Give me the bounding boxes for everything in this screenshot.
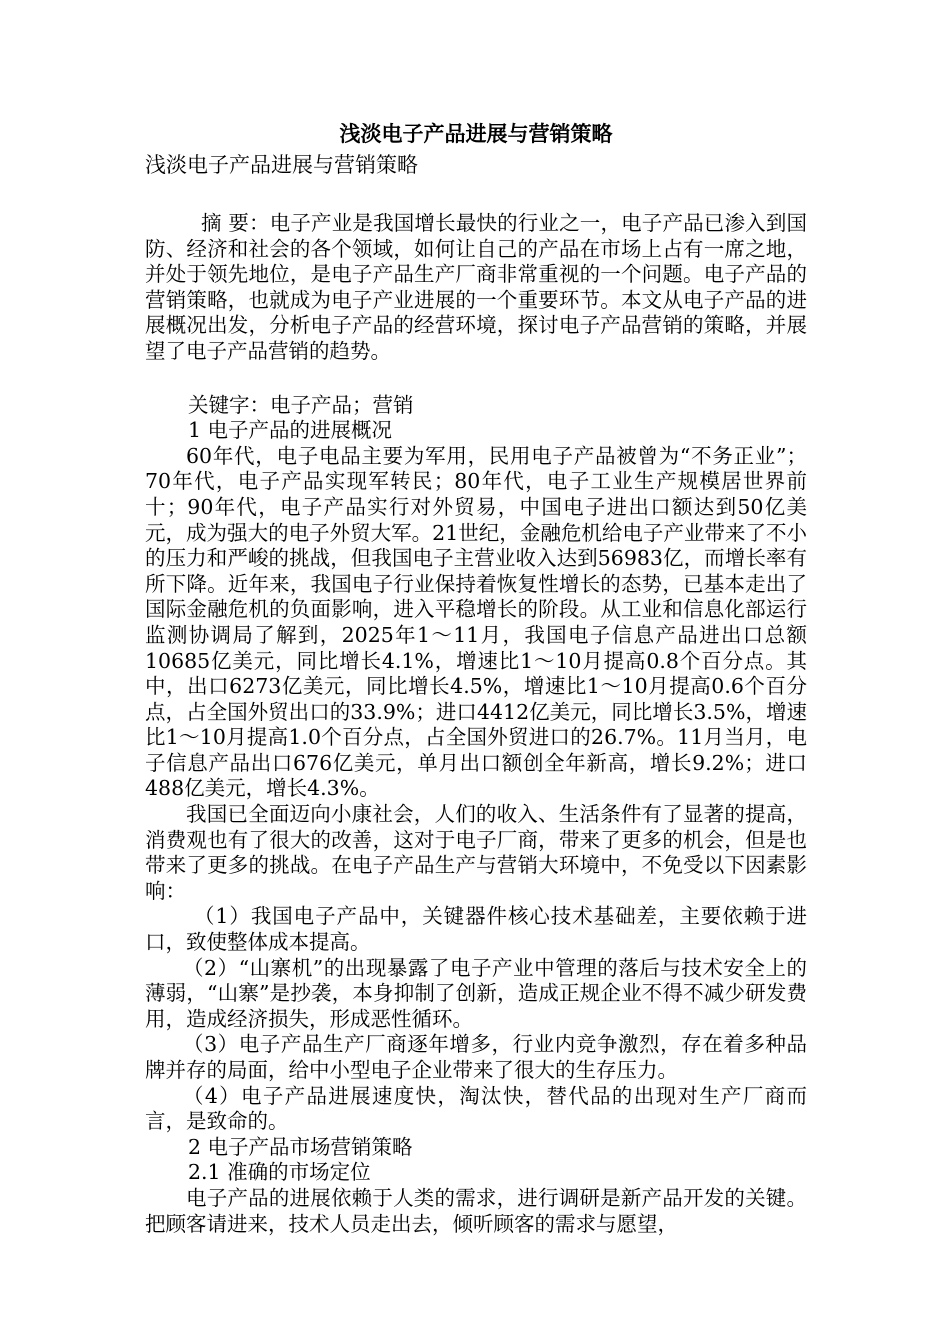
blank-line	[145, 180, 807, 211]
document-page	[145, 118, 807, 1237]
section-2-1-paragraph-1: 电子产品的进展依赖于人类的需求，进行调研是新产品开发的关键。把顾客请进来，技术人员走出去，倾听顾客的需求与愿望，	[145, 1185, 807, 1236]
factor-item-2: （2）“山寨机”的出现暴露了电子产业中管理的落后与技术安全上的薄弱，“山寨”是抄袭，本身抑制了创新，造成正规企业不得不减少研发费用，造成经济损失，形成恶性循环。	[145, 955, 807, 1031]
blank-line	[145, 365, 807, 393]
abstract-paragraph: 摘 要：电子产业是我国增长最快的行业之一，电子产品已渗入到国防、经济和社会的各个领域，如何让自己的产品在市场上占有一席之地，并处于领先地位，是电子产品生产厂商非常重视的一个问题。电子产品的营销策略，也就成为电子产业进展的一个重要环节。本文从电子产品的进展概况出发，分析电子产品的经营环境，探讨电子产品营销的策略，并展望了电子产品营销的趋势。	[145, 211, 807, 363]
document-subtitle: 浅淡电子产品进展与营销策略	[145, 153, 418, 177]
section-2-1-heading: 2.1 准确的市场定位	[188, 1160, 371, 1185]
factor-item-3: （3）电子产品生产厂商逐年增多，行业内竞争激烈，存在着多种品牌并存的局面，给中小型电子企业带来了很大的生存压力。	[145, 1032, 807, 1082]
section-1-paragraph-2: 我国已全面迈向小康社会，人们的收入、生活条件有了显著的提高，消费观也有了很大的改善，这对于电子厂商，带来了更多的机会，但是也带来了更多的挑战。在电子产品生产与营销大环境中，不免受以下因素影响：	[145, 802, 807, 903]
section-2-heading: 2 电子产品市场营销策略	[188, 1134, 413, 1159]
document-title: 浅淡电子产品进展与营销策略	[339, 121, 613, 146]
factor-item-4: （4）电子产品进展速度快，淘汰快，替代品的出现对生产厂商而言，是致命的。	[145, 1083, 807, 1134]
keywords-line: 关键字：电子产品；营销	[188, 392, 414, 417]
section-1-paragraph-1: 60年代，电子电品主要为军用，民用电子产品被曾为“不务正业”；70年代，电子产品实现军转民；80年代，电子工业生产规模居世界前十；90年代，电子产品实行对外贸易，中国电子进出口额达到50亿美元，成为强大的电子外贸大军。21世纪，金融危机给电子产业带来了不小的压力和严峻的挑战，但我国电子主营业收入达到56983亿，而增长率有所下降。近年来，我国电子行业保持着恢复性增长的态势，已基本走出了国际金融危机的负面影响，进入平稳增长的阶段。从工业和信息化部运行监测协调局了解到，2025年1～11月，我国电子信息产品进出口总额10685亿美元，同比增长4.1%，增速比1～10月提高0.8个百分点。其中，出口6273亿美元，同比增长4.5%，增速比1～10月提高0.6个百分点，占全国外贸出口的33.9%；进口4412亿美元，同比增长3.5%，增速比1～10月提高1.0个百分点，占全国外贸进口的26.7%。11月当月，电子信息产品出口676亿美元，单月出口额创全年新高，增长9.2%；进口488亿美元，增长4.3%。	[145, 443, 807, 801]
section-1-heading: 1 电子产品的进展概况	[188, 418, 393, 443]
factor-item-1: （1）我国电子产品中，关键器件核心技术基础差，主要依赖于进口，致使整体成本提高。	[145, 904, 807, 955]
